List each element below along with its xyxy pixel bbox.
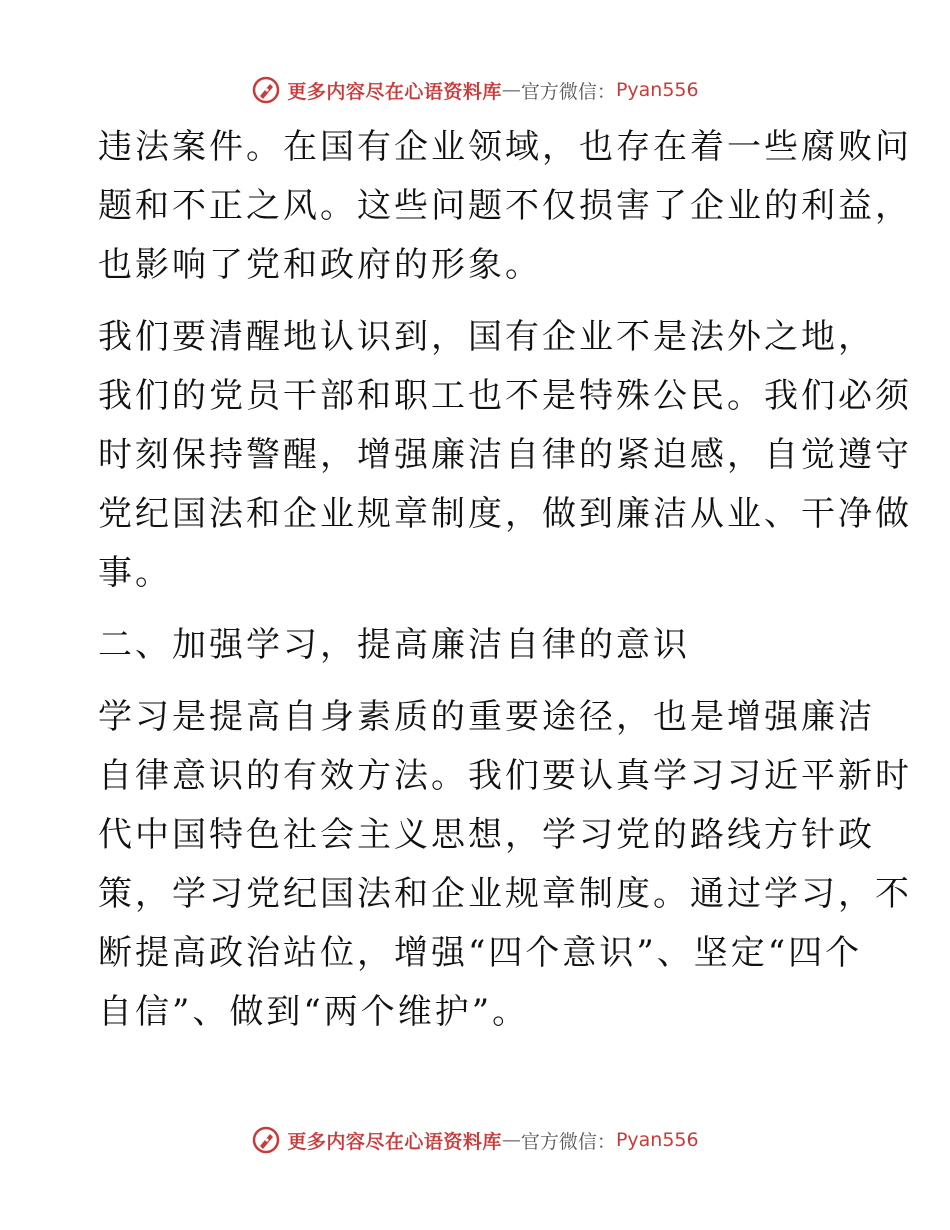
paragraph-3 — [98, 688, 912, 1042]
paragraph-line: 事。 — [98, 553, 172, 593]
watermark-site-text: 更多内容尽在心语资料库 — [287, 1130, 502, 1153]
paragraph-line: 我们的党员干部和职工也不是特殊公民。我们必须 — [98, 376, 912, 416]
watermark-wechat-id: Pyan556 — [615, 1129, 699, 1151]
watermark-official-label: 官方微信： — [520, 1130, 616, 1153]
paragraph-line: 时刻保持警醒，增强廉洁自律的紧迫感，自觉遵守 — [98, 435, 912, 475]
paragraph-1 — [98, 118, 912, 295]
watermark-dash: — — [501, 1129, 521, 1151]
paragraph-line: 断提高政治站位，增强“四个意识”、坚定“四个 — [98, 933, 863, 973]
paragraph-line: 策，学习党纪国法和企业规章制度。通过学习，不 — [98, 874, 912, 914]
paragraph-line: 也影响了党和政府的形象。 — [98, 245, 542, 285]
header-watermark — [0, 70, 950, 110]
paragraph-line: 题和不正之风。这些问题不仅损害了企业的利益， — [98, 186, 912, 226]
watermark-official-label: 官方微信： — [520, 80, 616, 103]
section-heading-text: 二、加强学习，提高廉洁自律的意识 — [98, 625, 690, 665]
paragraph-line: 党纪国法和企业规章制度，做到廉洁从业、干净做 — [98, 494, 912, 534]
paragraph-line: 自信”、做到“两个维护”。 — [98, 992, 530, 1032]
paragraph-line: 代中国特色社会主义思想，学习党的路线方针政 — [98, 815, 875, 855]
paragraph-line: 我们要清醒地认识到，国有企业不是法外之地， — [98, 317, 875, 357]
document-body — [98, 118, 912, 1055]
paragraph-line: 违法案件。在国有企业领域，也存在着一些腐败问 — [98, 127, 912, 167]
watermark-wechat-id: Pyan556 — [615, 79, 699, 101]
footer-watermark — [0, 1120, 950, 1160]
paragraph-line: 自律意识的有效方法。我们要认真学习习近平新时 — [98, 756, 912, 796]
paragraph-2 — [98, 308, 912, 603]
watermark-dash: — — [501, 79, 521, 101]
paragraph-line: 学习是提高自身素质的重要途径，也是增强廉洁 — [98, 697, 875, 737]
pen-nib-circle-icon — [251, 1125, 281, 1155]
section-heading — [98, 616, 850, 675]
pen-nib-circle-icon — [251, 75, 281, 105]
watermark-site-text: 更多内容尽在心语资料库 — [287, 80, 502, 103]
